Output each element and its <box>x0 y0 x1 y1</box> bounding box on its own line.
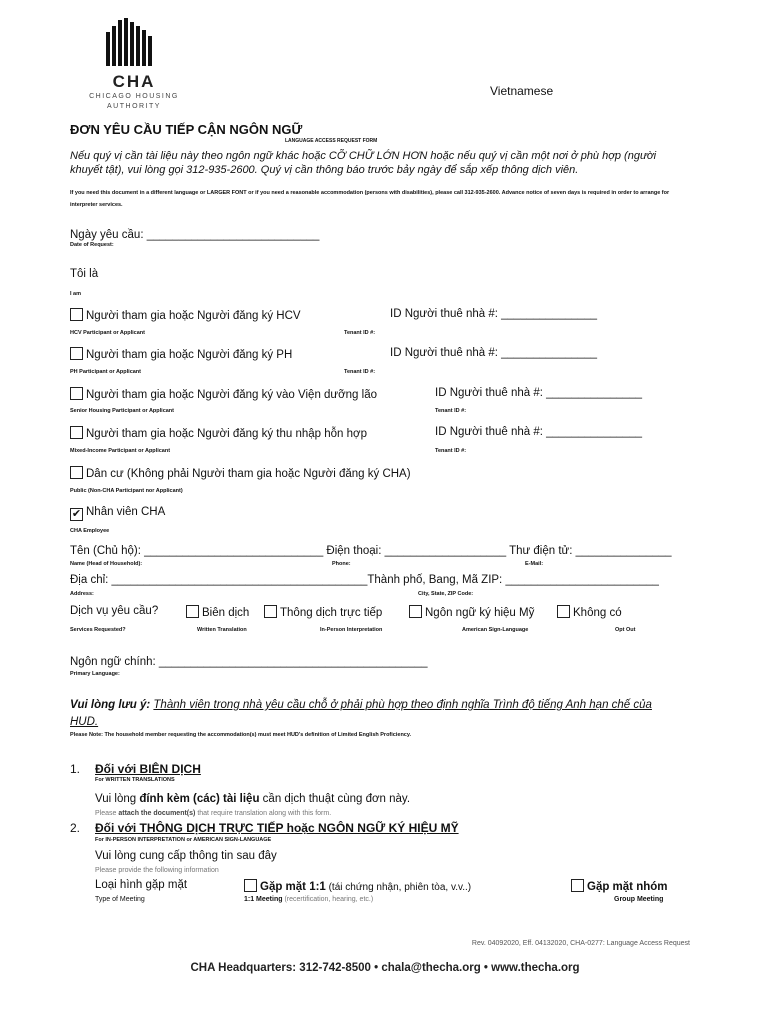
service-label-en: In-Person Interpretation <box>320 627 383 633</box>
date-label-en: Date of Request: <box>70 242 114 248</box>
tenant-id-label-en: Tenant ID #: <box>435 408 467 414</box>
meeting-one-on-one-en <box>244 896 373 903</box>
meeting-option-label-en: 1:1 Meeting <box>244 896 283 903</box>
meeting-type-label-en: Type of Meeting <box>95 896 145 903</box>
checkbox[interactable] <box>571 879 584 892</box>
checkbox[interactable] <box>244 879 257 892</box>
date-field[interactable]: Ngày yêu cầu: ___________________________ <box>70 229 320 241</box>
option-label-en: HCV Participant or Applicant <box>70 330 145 336</box>
section-1-title-en: For WRITTEN TRANSLATIONS <box>95 777 175 783</box>
option-label-en: Senior Housing Participant or Applicant <box>70 408 175 414</box>
logo-name: CHA <box>112 72 156 91</box>
skyline-icon <box>106 18 158 66</box>
option-label-en: CHA Employee <box>70 528 110 534</box>
service-label: Không có <box>573 607 622 619</box>
logo-sub-2: AUTHORITY <box>107 103 161 110</box>
option-ph[interactable] <box>70 347 292 361</box>
checkbox[interactable] <box>70 387 83 400</box>
service-label-en: Opt Out <box>615 627 636 633</box>
service-label: Thông dịch trực tiếp <box>280 607 383 619</box>
checkbox[interactable] <box>70 426 83 439</box>
primary-language-field[interactable]: Ngôn ngữ chính: __________________________________________ <box>70 656 428 668</box>
option-label: Người tham gia hoặc Người đăng ký thu nhập hỗn hợp <box>86 428 367 440</box>
service-translation[interactable] <box>186 605 249 619</box>
option-mixed-income[interactable] <box>70 426 367 440</box>
checkbox[interactable] <box>264 605 277 618</box>
i-am-label: Tôi là <box>70 268 99 280</box>
address-label-en: Address: <box>70 591 94 597</box>
checkbox-checked[interactable]: ✔ <box>71 508 82 520</box>
note-text-en: Please Note: The household member requesting the accommodation(s) must meet HUD's definition of Limited English Proficiency. <box>70 732 412 738</box>
option-label: Người tham gia hoặc Người đăng ký vào Viện dưỡng lão <box>86 389 377 401</box>
instruction-part-bold: attach the document(s) <box>118 810 196 817</box>
services-label: Dịch vụ yêu cầu? <box>70 605 159 617</box>
tenant-id-field[interactable]: ID Người thuê nhà #: _______________ <box>435 387 643 399</box>
instruction-part-bold: đính kèm (các) tài liệu <box>139 793 260 805</box>
note-bold: Vui lòng lưu ý: <box>70 699 151 711</box>
intro-text: Nếu quý vị cần tài liệu này theo ngôn ngữ khác hoặc CỠ CHỮ LỚN HƠN hoặc nếu quý vị cần một nơi ở phù hợp (người khuyết tật), vui lòng gọi 312-935-2600. Quý vị cần thông báo trước bảy ngày để sắp xếp thông dịch viên. <box>70 150 657 176</box>
checkbox[interactable] <box>70 308 83 321</box>
meeting-option-note: (tái chứng nhận, phiên tòa, v.v..) <box>325 882 472 893</box>
option-label-en: Mixed-Income Participant or Applicant <box>70 448 171 454</box>
section-2-title: Đối với THÔNG DỊCH TRỰC TIẾP hoặc NGÔN NGỮ KÝ HIỆU MỸ <box>95 821 459 835</box>
instruction-part: cần dịch thuật cùng đơn này. <box>259 793 411 805</box>
instruction-part: Please <box>95 810 119 817</box>
checkbox[interactable] <box>409 605 422 618</box>
option-cha-employee[interactable] <box>70 506 165 521</box>
section-1-instruction-en <box>95 810 331 817</box>
tenant-id-label-en: Tenant ID #: <box>435 448 467 454</box>
meeting-one-on-one[interactable] <box>244 879 471 893</box>
revision-note: Rev. 04092020, Eff. 04132020, CHA-0277: Language Access Request <box>471 940 690 947</box>
section-1-instruction <box>95 793 410 805</box>
service-opt-out[interactable] <box>557 605 622 619</box>
service-interpretation[interactable] <box>264 605 382 619</box>
tenant-id-field[interactable]: ID Người thuê nhà #: _______________ <box>390 347 598 359</box>
checkbox[interactable] <box>70 466 83 479</box>
instruction-part: Vui lòng <box>95 793 140 805</box>
meeting-option-note-en: (recertification, hearing, etc.) <box>282 896 374 903</box>
service-label-en: American Sign-Language <box>462 627 529 633</box>
section-1-title: Đối với BIÊN DỊCH <box>95 762 201 776</box>
i-am-label-en: I am <box>70 291 82 297</box>
form-title: ĐƠN YÊU CẦU TIẾP CẬN NGÔN NGỮ <box>70 122 303 137</box>
section-2-instruction-en: Please provide the following information <box>95 867 219 874</box>
logo-sub-1: CHICAGO HOUSING <box>89 93 179 100</box>
section-2-number: 2. <box>70 821 81 835</box>
meeting-group[interactable] <box>571 879 668 893</box>
address-fields[interactable]: Địa chỉ: ________________________________________Thành phố, Bang, Mã ZIP: ________________________ <box>70 574 659 586</box>
section-1-number: 1. <box>70 762 81 776</box>
name-phone-email-fields[interactable]: Tên (Chủ hộ): ____________________________ Điện thoại: ___________________ Thư điện tử: _______________ <box>70 545 672 557</box>
checkbox[interactable] <box>70 347 83 360</box>
option-label: Nhân viên CHA <box>86 506 166 518</box>
service-asl[interactable] <box>409 605 534 619</box>
footer-contact: CHA Headquarters: 312-742-8500 • chala@thecha.org • www.thecha.org <box>190 962 580 974</box>
note-body: Thành viên trong nhà yêu cầu chỗ ở phải phù hợp theo định nghĩa Trình độ tiếng Anh hạn chế của HUD. <box>70 699 652 728</box>
meeting-type-label: Loại hình gặp mặt <box>95 879 188 891</box>
language-label: Vietnamese <box>490 84 554 98</box>
email-label-en: E-Mail: <box>525 561 544 567</box>
services-label-en: Services Requested? <box>70 627 126 633</box>
checkbox[interactable] <box>186 605 199 618</box>
section-2-instruction: Vui lòng cung cấp thông tin sau đây <box>95 850 277 862</box>
name-label-en: Name (Head of Household): <box>70 561 143 567</box>
instruction-part: that require translation along with this form. <box>195 810 332 817</box>
checkbox[interactable] <box>557 605 570 618</box>
intro-text-en: If you need this document in a different language or LARGER FONT or if you need a reasonable accommodation (persons with disabilities), please call 312-935-2600. Advance notice of seven days is required in order to arrange for interpreter services. <box>70 190 670 208</box>
tenant-id-label-en: Tenant ID #: <box>344 369 376 375</box>
meeting-option-label: Gặp mặt 1:1 <box>260 881 326 893</box>
phone-label-en: Phone: <box>332 561 351 567</box>
meeting-group-en: Group Meeting <box>614 896 664 903</box>
option-label-en: PH Participant or Applicant <box>70 369 142 375</box>
section-2-title-en: For IN-PERSON INTERPRETATION or AMERICAN SIGN-LANGUAGE <box>95 837 272 843</box>
option-label: Người tham gia hoặc Người đăng ký PH <box>86 349 293 361</box>
tenant-id-field[interactable]: ID Người thuê nhà #: _______________ <box>390 308 598 320</box>
option-hcv[interactable] <box>70 308 301 322</box>
tenant-id-label-en: Tenant ID #: <box>344 330 376 336</box>
primary-language-label-en: Primary Language: <box>70 671 120 677</box>
meeting-option-label: Gặp mặt nhóm <box>587 881 668 893</box>
cha-logo <box>84 18 184 112</box>
service-label: Ngôn ngữ ký hiệu Mỹ <box>425 607 535 619</box>
tenant-id-field[interactable]: ID Người thuê nhà #: _______________ <box>435 426 643 438</box>
option-label-en: Public (Non-CHA Participant nor Applicant) <box>70 488 183 494</box>
form-subtitle: LANGUAGE ACCESS REQUEST FORM <box>285 138 378 144</box>
option-label: Dân cư (Không phải Người tham gia hoặc Người đăng ký CHA) <box>86 468 411 480</box>
option-label: Người tham gia hoặc Người đăng ký HCV <box>86 310 301 322</box>
note-text <box>70 697 680 731</box>
city-label-en: City, State, ZIP Code: <box>418 591 474 597</box>
option-senior[interactable] <box>70 387 377 401</box>
service-label-en: Written Translation <box>197 627 247 633</box>
option-public[interactable] <box>70 466 411 480</box>
service-label: Biên dịch <box>202 607 250 619</box>
